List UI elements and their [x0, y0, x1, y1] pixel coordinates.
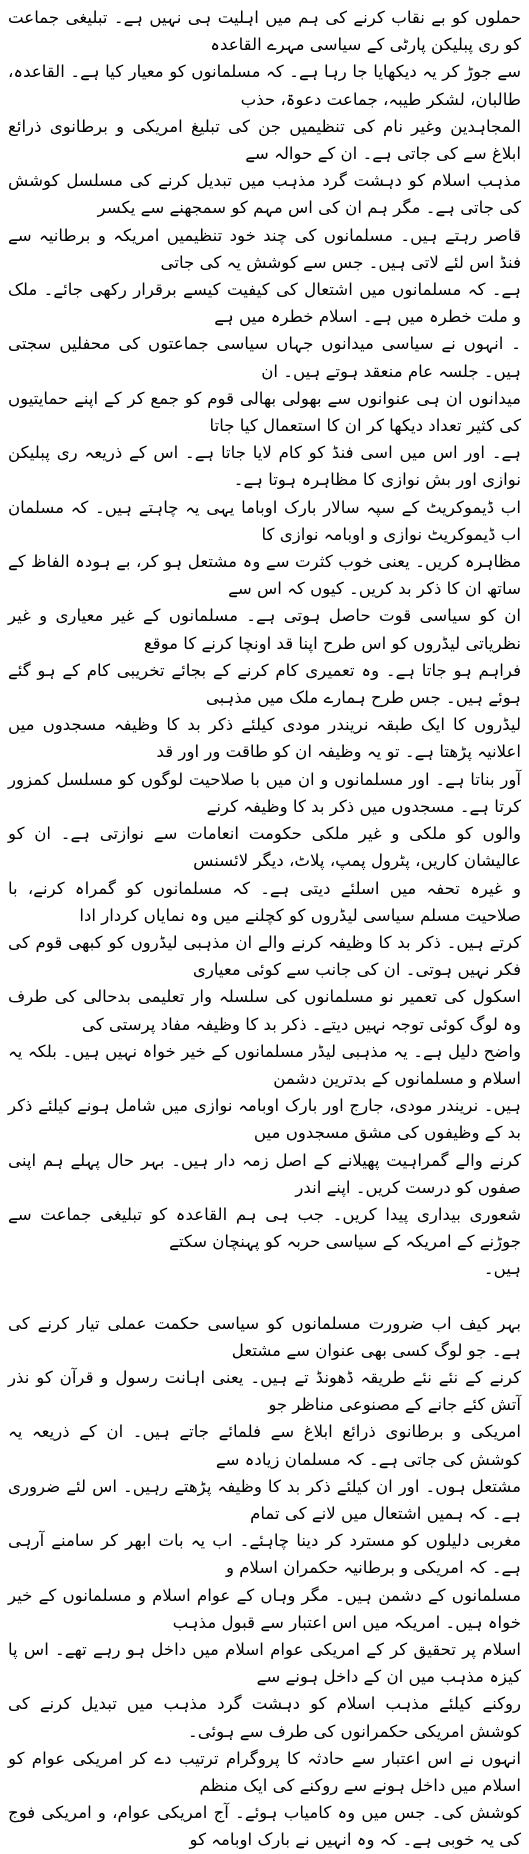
article-paragraph-1: حملوں کو بے نقاب کرنے کی ہم میں اہلیت ہی نہیں ہے۔ تبلیغی جماعت کو ری پبلیکن پارٹی کے سیاسی مہرے القاعدہ سے جوڑ کر یہ دیکھایا جا رہا ہے۔ کہ مسلمانوں کو معیار کیا ہے۔ القاعدہ، طالبان، لشکر طیبہ، جماعت دعوۃ، حذب المجاہدین وغیر نام کی تنظیمیں جن کی تبلیغ امریکی و برطانوی ذرائع ابلاغ سے کی جاتی ہے۔ ان کے حوالہ سے مذہب اسلام کو دہشت گرد مذہب میں تبدیل کرنے کی مسلسل کوشش کی جاتی ہے۔ مگر ہم ان کی اس مہم کو سمجھنے سے یکسر قاصر رہتے ہیں۔ مسلمانوں کی چند خود تنظیمیں امریکہ و برطانیہ سے فنڈ اس لئے لاتی ہیں۔ جس سے کوشش یہ کی جاتی ہے۔ کہ مسلمانوں میں اشتعال کی کیفیت کیسے برقرار رکھی جائے۔ ملک و ملت خطرہ میں ہے۔ اسلام خطرہ میں ہے ۔ انہوں نے سیاسی میدانوں جہاں سیاسی جماعتوں کی محفلیں سجتی ہیں۔ جلسہ عام منعقد ہوتے ہیں۔ ان میدانوں ان ہی عنوانوں سے بھولی بھالی قوم کو جمع کر کے اپنے حمایتیوں کی کثیر تعداد دیکھا کر ان کا استعمال کیا جاتا ہے۔ اور اس میں اسی فنڈ کو کام لایا جاتا ہے۔ اس کے ذریعہ ری پبلیکن نوازی اور بش نوازی کا مظاہرہ ہوتا ہے۔ اب ڈیموکریٹ کے سپہ سالار بارک اوباما یہی یہ چاہتے ہیں۔ کہ مسلمان اب ڈیموکریٹ نوازی و اوبامہ نوازی کا مظاہرہ کریں۔ یعنی خوب کثرت سے وہ مشتعل ہو کر، بے ہودہ الفاظ کے ساتھ ان کا ذکر بد کریں۔ کیوں کہ اس سے ان کو سیاسی قوت حاصل ہوتی ہے۔ مسلمانوں کے غیر معیاری و غیر نظریاتی لیڈروں کو اس طرح اپنا قد اونچا کرنے کا موقع فراہم ہو جاتا ہے۔ وہ تعمیری کام کرنے کے بجائے تخریبی کام کے ہو گئے ہوئے ہیں۔ جس طرح ہمارے ملک میں مذہبی لیڈروں کا ایک طبقہ نریندر مودی کیلئے ذکر بد کا وظیفہ مسجدوں میں اعلانیہ پڑھتا ہے۔ تو یہ وظیفہ ان کو طاقت ور اور قد آور بناتا ہے۔ اور مسلمانوں و ان میں با صلاحیت لوگوں کو مسلسل کمزور کرتا ہے۔ مسجدوں میں ذکر بد کا وظیفہ کرنے والوں کو ملکی و غیر ملکی حکومت انعامات سے نوازتی ہے۔ ان کو عالیشان کاریں، پٹرول پمپ، پلاٹ، دیگر لائسنس و غیرہ تحفہ میں اسلئے دیتی ہے۔ کہ مسلمانوں کو گمراہ کرنے، با صلاحیت مسلم سیاسی لیڈروں کو کچلنے میں وہ نمایاں کردار ادا کرتے ہیں۔ ذکر بد کا وظیفہ کرنے والے ان مذہبی لیڈروں کو کبھی قوم کی فکر نہیں ہوتی۔ ان کی جانب سے کوئی معیاری اسکول کی تعمیر نو مسلمانوں کی سلسلہ وار تعلیمی بدحالی کی طرف وہ لوگ کوئی توجہ نہیں دیتے۔ ذکر بد کا وظیفہ مفاد پرستی کی واضح دلیل ہے۔ یہ مذہبی لیڈر مسلمانوں کے خیر خواہ نہیں ہیں۔ بلکہ یہ اسلام و مسلمانوں کے بدترین دشمن ہیں۔ نریندر مودی، جارج اور بارک اوبامہ نوازی میں شامل ہونے کیلئے ذکر بد کے وظیفوں کی مشق مسجدوں میں کرنے والے گمراہیت پھیلانے کے اصل زمہ دار ہیں۔ بہر حال پہلے ہم اپنی صفوں کو درست کریں۔ اپنے اندر شعوری بیداری پیدا کریں۔ جب ہی ہم القاعدہ کو تبلیغی جماعت سے جوڑنے کے امریکہ کے سیاسی حربہ کو پہنچان سکتے ہیں۔: [8, 8, 521, 1279]
article-paragraph-2: بہر کیف اب ضرورت مسلمانوں کو سیاسی حکمت عملی تیار کرنے کی ہے۔ جو لوگ کسی بھی عنوان سے مشتعل کرنے کے نئے نئے طریقہ ڈھونڈ تے ہیں۔ یعنی اہانت رسول و قرآن کو نذر آتش کئے جانے کے مصنوعی مناظر جو امریکی و برطانوی ذرائع ابلاغ سے فلمائے جاتے ہیں۔ ان کے ذریعہ یہ کوشش کی جاتی ہے۔ کہ مسلمان زیادہ سے مشتعل ہوں۔ اور ان کیلئے ذکر بد کا وظیفہ پڑھتے رہیں۔ اس لئے ضروری ہے۔ کہ ہمیں اشتعال میں لانے کی تمام مغربی دلیلوں کو مسترد کر دینا چاہئے۔ اب یہ بات ابھر کر سامنے آرہی ہے۔ کہ امریکی و برطانیہ حکمران اسلام و مسلمانوں کے دشمن ہیں۔ مگر وہاں کے عوام اسلام و مسلمانوں کے خیر خواہ ہیں۔ امریکہ میں اس اعتبار سے قبول مذہب اسلام پر تحقیق کر کے امریکی عوام اسلام میں داخل ہو رہے تھے۔ اس پا کیزہ مذہب میں ان کے داخل ہونے سے روکنے کیلئے مذہب اسلام کو دہشت گرد مذہب میں تبدیل کرنے کی کوشش امریکی حکمرانوں کی طرف سے ہوئی۔ انہوں نے اس اعتبار سے حادثہ کا پروگرام ترتیب دے کر امریکی عوام کو اسلام میں داخل ہونے سے روکنے کی ایک منظم کوشش کی۔ جس میں وہ کامیاب ہوئے۔ آج امریکی عوام، و امریکی فوج کی یہ خوبی ہے۔ کہ وہ انہیں نے بارک اوبامہ کو: [8, 1313, 521, 1850]
paragraph-spacer: [8, 1283, 521, 1310]
